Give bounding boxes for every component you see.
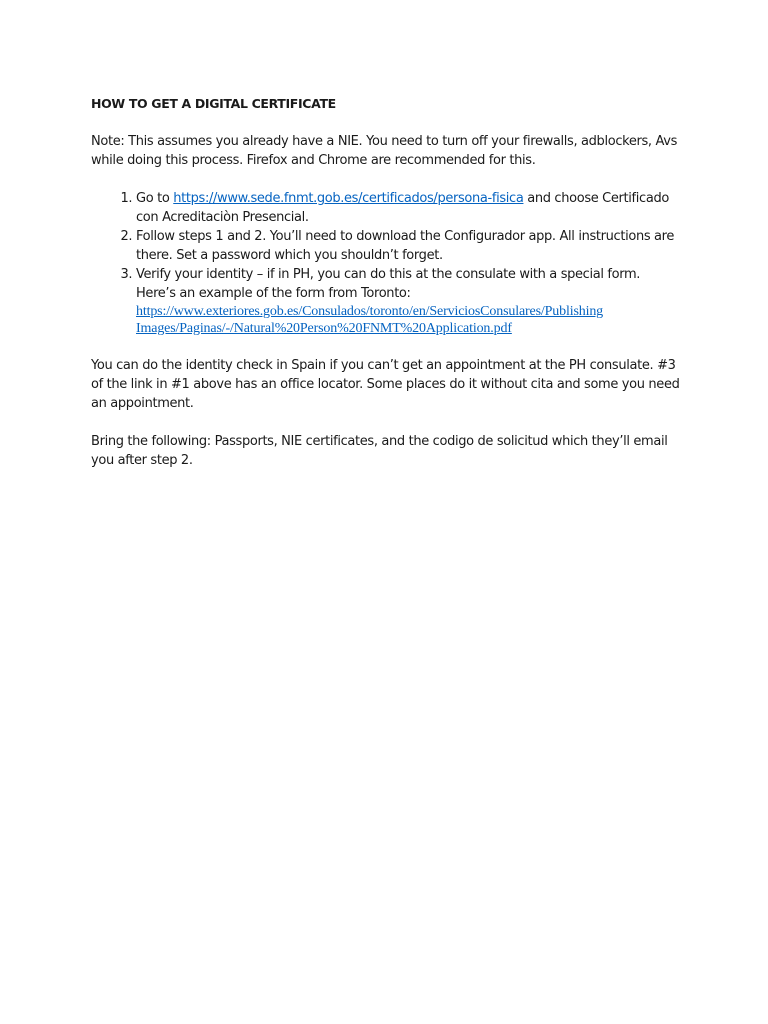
- toronto-form-link[interactable]: https://www.exteriores.gob.es/Consulados/toronto/en/ServiciosConsulares/PublishingImages/Paginas/-/Natural%20Person%20FNMT%20Application.pdf: [136, 304, 604, 336]
- document-title: HOW TO GET A DIGITAL CERTIFICATE: [91, 96, 336, 111]
- step-1-suffix: and choose Certificado con Acreditaciòn Presencial.: [136, 191, 669, 225]
- bring-paragraph: Bring the following: Passports, NIE certificates, and the codigo de solicitud which they’ll email you after step 2.: [91, 434, 668, 468]
- note-paragraph: Note: This assumes you already have a NIE. You need to turn off your firewalls, adblockers, Avs while doing this process. Firefox and Chrome are recommended for this.: [91, 134, 678, 168]
- step-3-text: Verify your identity – if in PH, you can do this at the consulate with a special form. Here’s an example of the form from Toronto:: [136, 267, 641, 301]
- document-body: [91, 94, 683, 489]
- step-item: [136, 227, 683, 265]
- step-item: [136, 189, 683, 227]
- step-1-prefix: Go to: [136, 191, 174, 206]
- step-item: [136, 265, 683, 337]
- step-2-text: Follow steps 1 and 2. You’ll need to download the Configurador app. All instructions are there. Set a password which you shouldn’t forget.: [136, 229, 675, 263]
- identity-check-paragraph: You can do the identity check in Spain if you can’t get an appointment at the PH consulate. #3 of the link in #1 above has an office locator. Some places do it without cita and some you need an appointment.: [91, 358, 680, 411]
- fnmt-link[interactable]: https://www.sede.fnmt.gob.es/certificados/persona-fisica: [173, 191, 524, 206]
- steps-list: [91, 189, 683, 337]
